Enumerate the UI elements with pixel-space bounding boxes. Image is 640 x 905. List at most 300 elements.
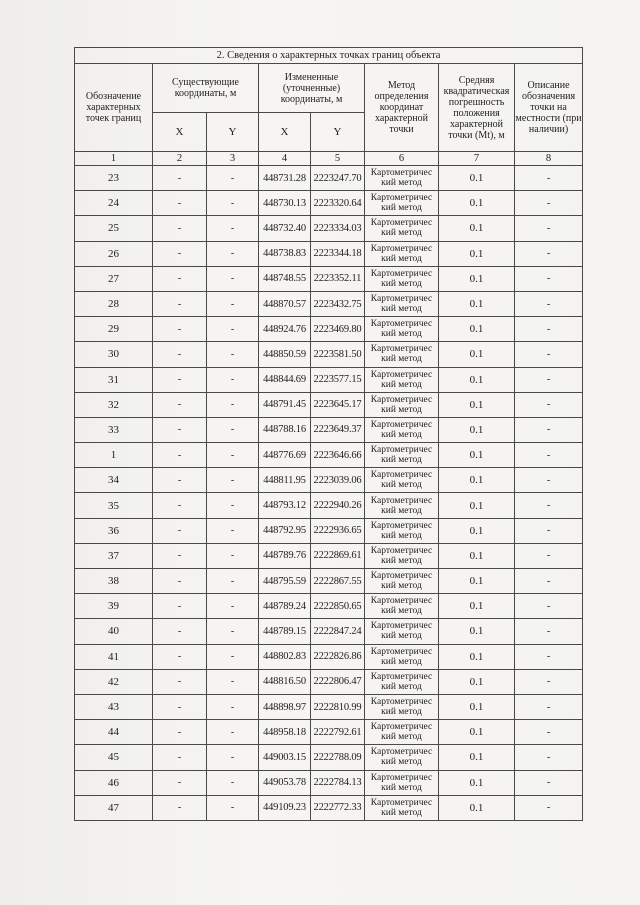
table-row bbox=[75, 745, 583, 770]
method-line-2: кий метод bbox=[381, 178, 422, 189]
point-number: 40 bbox=[75, 619, 153, 644]
point-description: - bbox=[515, 468, 583, 493]
existing-y: - bbox=[207, 770, 259, 795]
method-line-1: Картометричес bbox=[370, 596, 433, 607]
existing-x: - bbox=[153, 594, 207, 619]
method bbox=[365, 417, 439, 442]
table-row bbox=[75, 443, 583, 468]
method-line-2: кий метод bbox=[381, 480, 422, 491]
point-number: 44 bbox=[75, 720, 153, 745]
method bbox=[365, 317, 439, 342]
changed-x: 448748.55 bbox=[259, 266, 311, 291]
changed-x: 448738.83 bbox=[259, 241, 311, 266]
mean-square-error: 0.1 bbox=[439, 770, 515, 795]
changed-y: 2223344.18 bbox=[311, 241, 365, 266]
mean-square-error: 0.1 bbox=[439, 720, 515, 745]
changed-x: 448789.76 bbox=[259, 543, 311, 568]
point-number: 26 bbox=[75, 241, 153, 266]
header-description: Описание обозначения точки на местности (при наличии) bbox=[515, 64, 583, 152]
point-description: - bbox=[515, 216, 583, 241]
boundary-points-table bbox=[74, 47, 583, 821]
method-line-2: кий метод bbox=[381, 304, 422, 315]
column-number: 1 bbox=[75, 152, 153, 166]
point-number: 32 bbox=[75, 392, 153, 417]
changed-y: 2223645.17 bbox=[311, 392, 365, 417]
method bbox=[365, 166, 439, 191]
existing-x: - bbox=[153, 241, 207, 266]
point-number: 38 bbox=[75, 569, 153, 594]
method-line-2: кий метод bbox=[381, 278, 422, 289]
mean-square-error: 0.1 bbox=[439, 392, 515, 417]
table-row bbox=[75, 569, 583, 594]
method-line-1: Картометричес bbox=[370, 571, 433, 582]
method-line-1: Картометричес bbox=[370, 495, 433, 506]
existing-x: - bbox=[153, 493, 207, 518]
method bbox=[365, 669, 439, 694]
method-line-2: кий метод bbox=[381, 530, 422, 541]
existing-x: - bbox=[153, 291, 207, 316]
method-line-2: кий метод bbox=[381, 782, 422, 793]
method-line-2: кий метод bbox=[381, 631, 422, 642]
table-row bbox=[75, 291, 583, 316]
method-line-1: Картометричес bbox=[370, 218, 433, 229]
table-row bbox=[75, 543, 583, 568]
header-method: Метод определения координат характерной точки bbox=[365, 64, 439, 152]
table-row bbox=[75, 644, 583, 669]
existing-y: - bbox=[207, 669, 259, 694]
existing-y: - bbox=[207, 166, 259, 191]
table-row bbox=[75, 216, 583, 241]
existing-y: - bbox=[207, 569, 259, 594]
method-line-1: Картометричес bbox=[370, 369, 433, 380]
table-row bbox=[75, 392, 583, 417]
point-number: 30 bbox=[75, 342, 153, 367]
method bbox=[365, 241, 439, 266]
changed-x: 448730.13 bbox=[259, 191, 311, 216]
method-line-1: Картометричес bbox=[370, 470, 433, 481]
point-description: - bbox=[515, 518, 583, 543]
existing-x: - bbox=[153, 367, 207, 392]
method-line-2: кий метод bbox=[381, 555, 422, 566]
existing-y: - bbox=[207, 720, 259, 745]
point-number: 37 bbox=[75, 543, 153, 568]
method bbox=[365, 569, 439, 594]
method bbox=[365, 216, 439, 241]
changed-x: 448802.83 bbox=[259, 644, 311, 669]
column-numbers-row bbox=[75, 152, 583, 166]
point-number: 42 bbox=[75, 669, 153, 694]
point-number: 39 bbox=[75, 594, 153, 619]
point-description: - bbox=[515, 266, 583, 291]
method-line-1: Картометричес bbox=[370, 545, 433, 556]
method bbox=[365, 493, 439, 518]
header-changed-y: Y bbox=[311, 113, 365, 152]
point-number: 33 bbox=[75, 417, 153, 442]
point-number: 35 bbox=[75, 493, 153, 518]
point-description: - bbox=[515, 443, 583, 468]
table-row bbox=[75, 468, 583, 493]
method-line-2: кий метод bbox=[381, 429, 422, 440]
mean-square-error: 0.1 bbox=[439, 266, 515, 291]
mean-square-error: 0.1 bbox=[439, 166, 515, 191]
changed-y: 2223646.66 bbox=[311, 443, 365, 468]
changed-y: 2223581.50 bbox=[311, 342, 365, 367]
point-description: - bbox=[515, 594, 583, 619]
table-body bbox=[75, 166, 583, 821]
method-line-1: Картометричес bbox=[370, 168, 433, 179]
method-line-2: кий метод bbox=[381, 253, 422, 264]
changed-x: 449053.78 bbox=[259, 770, 311, 795]
method-line-1: Картометричес bbox=[370, 772, 433, 783]
changed-x: 448731.28 bbox=[259, 166, 311, 191]
changed-x: 448898.97 bbox=[259, 694, 311, 719]
table-row bbox=[75, 191, 583, 216]
existing-y: - bbox=[207, 619, 259, 644]
table-row bbox=[75, 720, 583, 745]
changed-y: 2222784.13 bbox=[311, 770, 365, 795]
table-row bbox=[75, 166, 583, 191]
changed-y: 2223247.70 bbox=[311, 166, 365, 191]
mean-square-error: 0.1 bbox=[439, 745, 515, 770]
existing-x: - bbox=[153, 468, 207, 493]
point-description: - bbox=[515, 317, 583, 342]
mean-square-error: 0.1 bbox=[439, 795, 515, 820]
column-number: 3 bbox=[207, 152, 259, 166]
method bbox=[365, 795, 439, 820]
table-row bbox=[75, 594, 583, 619]
existing-x: - bbox=[153, 745, 207, 770]
column-number: 8 bbox=[515, 152, 583, 166]
method-line-2: кий метод bbox=[381, 707, 422, 718]
method bbox=[365, 543, 439, 568]
method-line-1: Картометричес bbox=[370, 747, 433, 758]
changed-x: 448958.18 bbox=[259, 720, 311, 745]
existing-y: - bbox=[207, 367, 259, 392]
existing-x: - bbox=[153, 770, 207, 795]
method bbox=[365, 367, 439, 392]
changed-y: 2222772.33 bbox=[311, 795, 365, 820]
column-number: 6 bbox=[365, 152, 439, 166]
point-description: - bbox=[515, 543, 583, 568]
changed-x: 448789.24 bbox=[259, 594, 311, 619]
point-description: - bbox=[515, 392, 583, 417]
changed-x: 448776.69 bbox=[259, 443, 311, 468]
method bbox=[365, 291, 439, 316]
changed-y: 2223320.64 bbox=[311, 191, 365, 216]
point-number: 1 bbox=[75, 443, 153, 468]
method bbox=[365, 720, 439, 745]
changed-y: 2222867.55 bbox=[311, 569, 365, 594]
changed-x: 448850.59 bbox=[259, 342, 311, 367]
changed-x: 448788.16 bbox=[259, 417, 311, 442]
header-designation: Обозначение характерных точек границ bbox=[75, 64, 153, 152]
existing-x: - bbox=[153, 795, 207, 820]
mean-square-error: 0.1 bbox=[439, 493, 515, 518]
existing-x: - bbox=[153, 518, 207, 543]
column-number: 5 bbox=[311, 152, 365, 166]
method-line-1: Картометричес bbox=[370, 697, 433, 708]
existing-y: - bbox=[207, 216, 259, 241]
existing-x: - bbox=[153, 619, 207, 644]
mean-square-error: 0.1 bbox=[439, 191, 515, 216]
method-line-1: Картометричес bbox=[370, 445, 433, 456]
changed-x: 448811.95 bbox=[259, 468, 311, 493]
table-row bbox=[75, 694, 583, 719]
mean-square-error: 0.1 bbox=[439, 569, 515, 594]
changed-x: 448816.50 bbox=[259, 669, 311, 694]
existing-x: - bbox=[153, 569, 207, 594]
method bbox=[365, 191, 439, 216]
existing-y: - bbox=[207, 443, 259, 468]
column-number: 2 bbox=[153, 152, 207, 166]
point-description: - bbox=[515, 342, 583, 367]
method-line-2: кий метод bbox=[381, 404, 422, 415]
changed-y: 2222792.61 bbox=[311, 720, 365, 745]
method-line-2: кий метод bbox=[381, 606, 422, 617]
existing-y: - bbox=[207, 392, 259, 417]
header-changed-coords: Измененные (уточненные) координаты, м bbox=[259, 64, 365, 113]
table-row bbox=[75, 342, 583, 367]
existing-x: - bbox=[153, 543, 207, 568]
point-number: 27 bbox=[75, 266, 153, 291]
method bbox=[365, 745, 439, 770]
changed-x: 448793.12 bbox=[259, 493, 311, 518]
existing-x: - bbox=[153, 694, 207, 719]
existing-x: - bbox=[153, 216, 207, 241]
changed-x: 448795.59 bbox=[259, 569, 311, 594]
point-description: - bbox=[515, 291, 583, 316]
table-row bbox=[75, 367, 583, 392]
method-line-1: Картометричес bbox=[370, 268, 433, 279]
existing-x: - bbox=[153, 644, 207, 669]
point-number: 28 bbox=[75, 291, 153, 316]
existing-y: - bbox=[207, 795, 259, 820]
mean-square-error: 0.1 bbox=[439, 367, 515, 392]
table-row bbox=[75, 317, 583, 342]
method-line-2: кий метод bbox=[381, 681, 422, 692]
method-line-2: кий метод bbox=[381, 354, 422, 365]
method-line-2: кий метод bbox=[381, 807, 422, 818]
existing-y: - bbox=[207, 518, 259, 543]
existing-y: - bbox=[207, 468, 259, 493]
column-number: 4 bbox=[259, 152, 311, 166]
mean-square-error: 0.1 bbox=[439, 216, 515, 241]
method-line-1: Картометричес bbox=[370, 646, 433, 657]
existing-y: - bbox=[207, 543, 259, 568]
changed-y: 2223352.11 bbox=[311, 266, 365, 291]
point-number: 36 bbox=[75, 518, 153, 543]
point-number: 25 bbox=[75, 216, 153, 241]
mean-square-error: 0.1 bbox=[439, 669, 515, 694]
existing-y: - bbox=[207, 694, 259, 719]
existing-x: - bbox=[153, 669, 207, 694]
method bbox=[365, 392, 439, 417]
mean-square-error: 0.1 bbox=[439, 619, 515, 644]
method-line-2: кий метод bbox=[381, 228, 422, 239]
point-description: - bbox=[515, 795, 583, 820]
method bbox=[365, 342, 439, 367]
point-number: 47 bbox=[75, 795, 153, 820]
method-line-2: кий метод bbox=[381, 203, 422, 214]
existing-y: - bbox=[207, 594, 259, 619]
mean-square-error: 0.1 bbox=[439, 241, 515, 266]
existing-y: - bbox=[207, 291, 259, 316]
mean-square-error: 0.1 bbox=[439, 291, 515, 316]
changed-x: 448791.45 bbox=[259, 392, 311, 417]
table-row bbox=[75, 669, 583, 694]
mean-square-error: 0.1 bbox=[439, 644, 515, 669]
point-description: - bbox=[515, 745, 583, 770]
point-description: - bbox=[515, 770, 583, 795]
changed-x: 448789.15 bbox=[259, 619, 311, 644]
changed-y: 2223469.80 bbox=[311, 317, 365, 342]
header-existing-coords: Существующие координаты, м bbox=[153, 64, 259, 113]
method-line-1: Картометричес bbox=[370, 797, 433, 808]
header-existing-x: X bbox=[153, 113, 207, 152]
existing-x: - bbox=[153, 443, 207, 468]
mean-square-error: 0.1 bbox=[439, 417, 515, 442]
changed-x: 448844.69 bbox=[259, 367, 311, 392]
table-row bbox=[75, 266, 583, 291]
point-number: 29 bbox=[75, 317, 153, 342]
existing-x: - bbox=[153, 166, 207, 191]
table-row bbox=[75, 493, 583, 518]
changed-y: 2222788.09 bbox=[311, 745, 365, 770]
changed-y: 2222940.26 bbox=[311, 493, 365, 518]
changed-y: 2222847.24 bbox=[311, 619, 365, 644]
method-line-1: Картометричес bbox=[370, 319, 433, 330]
method-line-2: кий метод bbox=[381, 757, 422, 768]
changed-x: 448870.57 bbox=[259, 291, 311, 316]
existing-y: - bbox=[207, 266, 259, 291]
existing-y: - bbox=[207, 241, 259, 266]
method bbox=[365, 619, 439, 644]
existing-y: - bbox=[207, 493, 259, 518]
method-line-1: Картометричес bbox=[370, 520, 433, 531]
existing-y: - bbox=[207, 745, 259, 770]
point-description: - bbox=[515, 191, 583, 216]
point-description: - bbox=[515, 619, 583, 644]
method bbox=[365, 518, 439, 543]
table-row bbox=[75, 795, 583, 820]
existing-x: - bbox=[153, 317, 207, 342]
changed-y: 2223432.75 bbox=[311, 291, 365, 316]
changed-y: 2223649.37 bbox=[311, 417, 365, 442]
existing-y: - bbox=[207, 417, 259, 442]
method-line-1: Картометричес bbox=[370, 671, 433, 682]
method-line-2: кий метод bbox=[381, 329, 422, 340]
method-line-1: Картометричес bbox=[370, 243, 433, 254]
point-number: 31 bbox=[75, 367, 153, 392]
header-existing-y: Y bbox=[207, 113, 259, 152]
changed-y: 2222850.65 bbox=[311, 594, 365, 619]
method-line-1: Картометричес bbox=[370, 419, 433, 430]
method-line-1: Картометричес bbox=[370, 722, 433, 733]
changed-y: 2223039.06 bbox=[311, 468, 365, 493]
point-description: - bbox=[515, 367, 583, 392]
changed-y: 2222810.99 bbox=[311, 694, 365, 719]
point-number: 41 bbox=[75, 644, 153, 669]
existing-x: - bbox=[153, 342, 207, 367]
point-description: - bbox=[515, 694, 583, 719]
table-row bbox=[75, 770, 583, 795]
changed-y: 2222936.65 bbox=[311, 518, 365, 543]
mean-square-error: 0.1 bbox=[439, 543, 515, 568]
section-title: 2. Сведения о характерных точках границ объекта bbox=[75, 48, 583, 64]
changed-y: 2223334.03 bbox=[311, 216, 365, 241]
mean-square-error: 0.1 bbox=[439, 317, 515, 342]
method bbox=[365, 266, 439, 291]
changed-y: 2222826.86 bbox=[311, 644, 365, 669]
column-number: 7 bbox=[439, 152, 515, 166]
table-row bbox=[75, 241, 583, 266]
method-line-2: кий метод bbox=[381, 455, 422, 466]
point-description: - bbox=[515, 720, 583, 745]
point-number: 43 bbox=[75, 694, 153, 719]
method-line-1: Картометричес bbox=[370, 344, 433, 355]
mean-square-error: 0.1 bbox=[439, 594, 515, 619]
point-number: 46 bbox=[75, 770, 153, 795]
changed-y: 2223577.15 bbox=[311, 367, 365, 392]
changed-y: 2222806.47 bbox=[311, 669, 365, 694]
method-line-1: Картометричес bbox=[370, 294, 433, 305]
mean-square-error: 0.1 bbox=[439, 694, 515, 719]
existing-x: - bbox=[153, 720, 207, 745]
point-description: - bbox=[515, 166, 583, 191]
method bbox=[365, 594, 439, 619]
method-line-1: Картометричес bbox=[370, 394, 433, 405]
point-description: - bbox=[515, 644, 583, 669]
method-line-2: кий метод bbox=[381, 581, 422, 592]
existing-x: - bbox=[153, 191, 207, 216]
method bbox=[365, 770, 439, 795]
mean-square-error: 0.1 bbox=[439, 443, 515, 468]
changed-x: 449109.23 bbox=[259, 795, 311, 820]
method-line-2: кий метод bbox=[381, 505, 422, 516]
table-row bbox=[75, 619, 583, 644]
point-description: - bbox=[515, 417, 583, 442]
method-line-1: Картометричес bbox=[370, 193, 433, 204]
mean-square-error: 0.1 bbox=[439, 468, 515, 493]
table-row bbox=[75, 417, 583, 442]
existing-x: - bbox=[153, 266, 207, 291]
changed-x: 448924.76 bbox=[259, 317, 311, 342]
table-row bbox=[75, 518, 583, 543]
existing-y: - bbox=[207, 342, 259, 367]
method-line-2: кий метод bbox=[381, 656, 422, 667]
header-error: Средняя квадратическая погрешность положения характерной точки (Mt), м bbox=[439, 64, 515, 152]
existing-y: - bbox=[207, 191, 259, 216]
point-number: 45 bbox=[75, 745, 153, 770]
point-description: - bbox=[515, 493, 583, 518]
method bbox=[365, 644, 439, 669]
existing-x: - bbox=[153, 417, 207, 442]
point-description: - bbox=[515, 669, 583, 694]
existing-y: - bbox=[207, 317, 259, 342]
method bbox=[365, 443, 439, 468]
changed-x: 448792.95 bbox=[259, 518, 311, 543]
method-line-2: кий метод bbox=[381, 379, 422, 390]
method-line-2: кий метод bbox=[381, 732, 422, 743]
method-line-1: Картометричес bbox=[370, 621, 433, 632]
mean-square-error: 0.1 bbox=[439, 342, 515, 367]
existing-y: - bbox=[207, 644, 259, 669]
method bbox=[365, 468, 439, 493]
mean-square-error: 0.1 bbox=[439, 518, 515, 543]
changed-x: 448732.40 bbox=[259, 216, 311, 241]
method bbox=[365, 694, 439, 719]
point-number: 34 bbox=[75, 468, 153, 493]
